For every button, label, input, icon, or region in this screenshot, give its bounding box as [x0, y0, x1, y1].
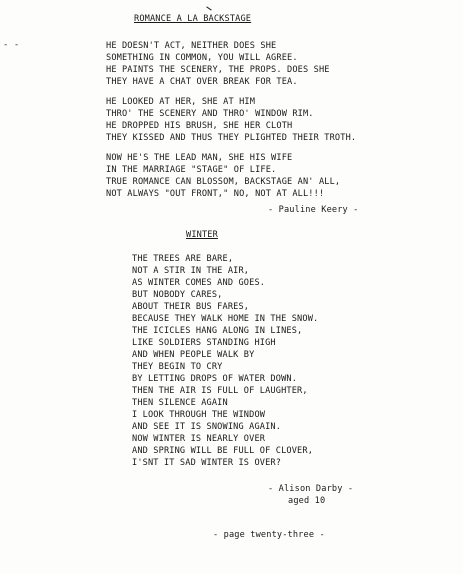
- poem2-line: ABOUT THEIR BUS FARES,: [132, 302, 250, 312]
- poem2-title: WINTER: [186, 230, 218, 240]
- poem2-line: THE ICICLES HANG ALONG IN LINES,: [132, 326, 303, 336]
- poem2-line: THEY BEGIN TO CRY: [132, 362, 223, 372]
- poem1-line: HE LOOKED AT HER, SHE AT HIM: [106, 97, 256, 107]
- poem2-line: THEN THE AIR IS FULL OF LAUGHTER,: [132, 386, 308, 396]
- poem2-line: NOW WINTER IS NEARLY OVER: [132, 434, 266, 444]
- poem1-line: TRUE ROMANCE CAN BLOSSOM, BACKSTAGE AN' ALL,: [106, 177, 341, 187]
- poem1-title: ROMANCE A LA BACKSTAGE: [134, 14, 252, 24]
- poem1-line: NOW HE'S THE LEAD MAN, SHE HIS WIFE: [106, 153, 293, 163]
- poem1-line: HE DROPPED HIS BRUSH, SHE HER CLOTH: [106, 121, 293, 131]
- poem1-line: NOT ALWAYS "OUT FRONT," NO, NOT AT ALL!!!: [106, 189, 325, 199]
- poem1-line: THEY HAVE A CHAT OVER BREAK FOR TEA.: [106, 77, 298, 87]
- poem2-author-age: aged 10: [288, 496, 326, 506]
- poem2-author: - Alison Darby -: [268, 484, 354, 494]
- poem1-line: HE DOESN'T ACT, NEITHER DOES SHE: [106, 41, 277, 51]
- poem1-line: HE PAINTS THE SCENERY, THE PROPS. DOES SHE: [106, 65, 330, 75]
- poem2-line: AS WINTER COMES AND GOES.: [132, 278, 266, 288]
- poem1-line: IN THE MARRIAGE "STAGE" OF LIFE.: [106, 165, 277, 175]
- margin-mark: - -: [3, 40, 20, 50]
- poem2-line: I LOOK THROUGH THE WINDOW: [132, 410, 266, 420]
- poem2-line: LIKE SOLDIERS STANDING HIGH: [132, 338, 276, 348]
- poem2-line: AND WHEN PEOPLE WALK BY: [132, 350, 255, 360]
- poem1-author: - Pauline Keery -: [268, 205, 359, 215]
- poem2-line: I'SNT IT SAD WINTER IS OVER?: [132, 458, 282, 468]
- poem2-line: NOT A STIR IN THE AIR,: [132, 266, 250, 276]
- accent-mark: [206, 6, 211, 10]
- poem2-line: BECAUSE THEY WALK HOME IN THE SNOW.: [132, 314, 319, 324]
- page-number: - page twenty-three -: [213, 530, 325, 540]
- poem2-line: THEN SILENCE AGAIN: [132, 398, 228, 408]
- poem2-line: BY LETTING DROPS OF WATER DOWN.: [132, 374, 298, 384]
- poem1-line: THEY KISSED AND THUS THEY PLIGHTED THEIR TROTH.: [106, 133, 357, 143]
- poem2-line: THE TREES ARE BARE,: [132, 254, 234, 264]
- poem2-line: AND SPRING WILL BE FULL OF CLOVER,: [132, 446, 314, 456]
- poem2-line: BUT NOBODY CARES,: [132, 290, 223, 300]
- poem1-line: THRO' THE SCENERY AND THRO' WINDOW RIM.: [106, 109, 314, 119]
- poem1-line: SOMETHING IN COMMON, YOU WILL AGREE.: [106, 53, 298, 63]
- poem2-line: AND SEE IT IS SNOWING AGAIN.: [132, 422, 282, 432]
